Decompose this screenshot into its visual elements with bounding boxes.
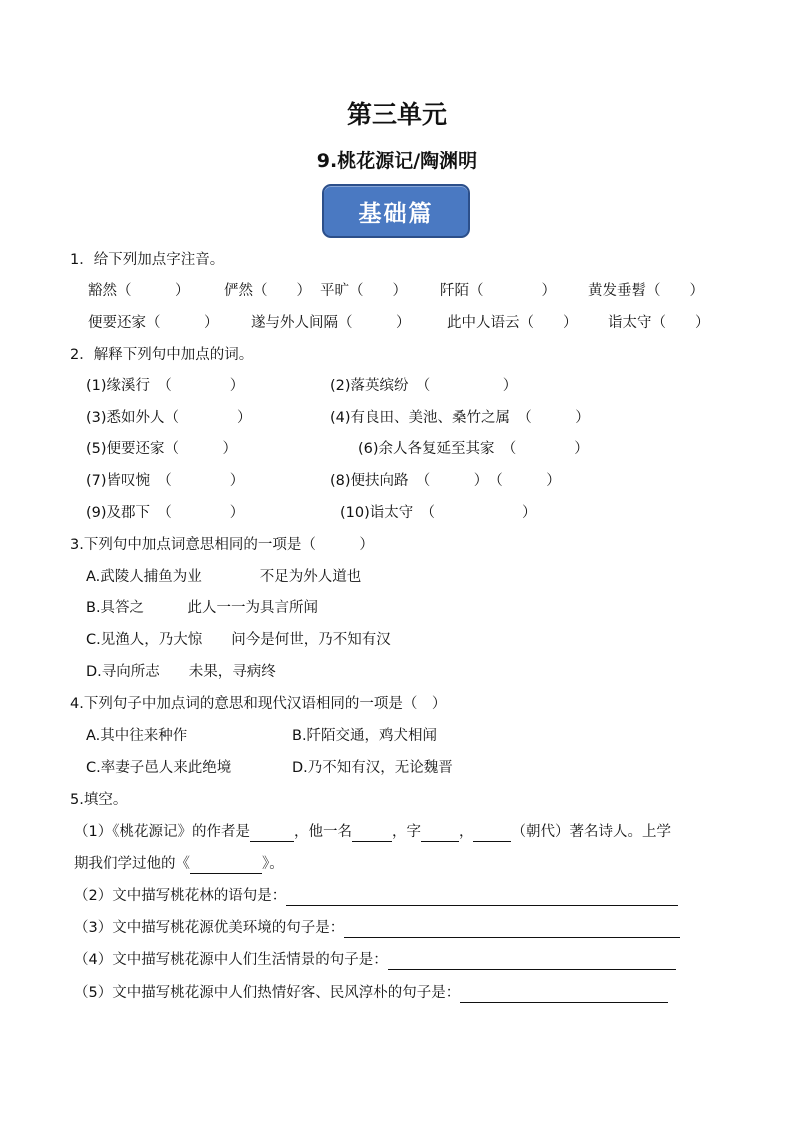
q5-text: 期我们学过他的《 [74, 856, 190, 872]
answer-blank[interactable] [352, 825, 392, 842]
q2-item: (9)及郡下 （ ） [86, 505, 245, 521]
q1-item: 便要还家（ ） [88, 315, 219, 331]
q5-text: （4）文中描写桃花源中人们生活情景的句子是： [74, 952, 388, 968]
q3-option: A.武陵人捕鱼为业 不足为外人道也 [86, 569, 362, 585]
q1-item: 豁然（ ） [88, 283, 190, 299]
q5-text: （1）《桃花源记》的作者是 [74, 824, 250, 840]
q4-option: A.其中往来种作 [86, 728, 188, 744]
section-badge: 基础篇 [322, 184, 470, 238]
q1-item: 俨然（ ） [224, 283, 311, 299]
q2-item: (6)余人各复延至其家 （ ） [358, 441, 589, 457]
q3-option: C.见渔人，乃大惊 问今是何世，乃不知有汉 [86, 632, 391, 648]
q2-item: (8)便扶向路 （ ） （ ） [330, 473, 561, 489]
q1-item: 黄发垂髫（ ） [588, 283, 704, 299]
q1-item: 此中人语云（ ） [447, 315, 578, 331]
q1-prompt: 1．给下列加点字注音。 [70, 252, 225, 268]
q4-option: C.率妻子邑人来此绝境 [86, 760, 232, 776]
q2-item: (5)便要还家（ ） [86, 441, 238, 457]
lesson-title: 9.桃花源记/陶渊明 [316, 150, 478, 172]
q5-text: ，他一名 [293, 824, 352, 840]
answer-blank[interactable] [421, 825, 459, 842]
q2-prompt: 2．解释下列句中加点的词。 [70, 347, 254, 363]
q3-option: D.寻向所志 未果，寻病终 [86, 664, 276, 680]
answer-blank[interactable] [473, 825, 511, 842]
unit-title: 第三单元 [346, 100, 447, 129]
q4-prompt: 4.下列句子中加点词的意思和现代汉语相同的一项是（ ） [70, 696, 447, 712]
answer-blank[interactable] [286, 889, 678, 906]
q5-line-1-cont [74, 854, 284, 874]
q5-prompt: 5.填空。 [70, 792, 128, 808]
q5-line-3 [74, 918, 680, 938]
answer-blank[interactable] [190, 857, 262, 874]
answer-blank[interactable] [460, 986, 668, 1003]
q1-item: 诣太守（ ） [608, 315, 710, 331]
q2-item: (2)落英缤纷 （ ） [330, 378, 518, 394]
q5-text: ，字 [391, 824, 421, 840]
q5-line-2 [74, 886, 678, 906]
q3-option: B.具答之 此人一一为具言所闻 [86, 600, 319, 616]
q2-item: (4)有良田、美池、桑竹之属 （ ） [330, 410, 590, 426]
q2-item: (3)悉如外人（ ） [86, 410, 252, 426]
q5-text: （5）文中描写桃花源中人们热情好客、民风淳朴的句子是： [74, 985, 461, 1001]
answer-blank[interactable] [344, 921, 680, 938]
q2-item: (1)缘溪行 （ ） [86, 378, 245, 394]
answer-blank[interactable] [388, 953, 676, 970]
q5-line-5 [74, 983, 668, 1003]
q5-text: （3）文中描写桃花源优美环境的句子是： [74, 920, 345, 936]
q1-item: 平旷（ ） [320, 283, 407, 299]
q4-option: B.阡陌交通，鸡犬相闻 [292, 728, 438, 744]
q1-item: 阡陌（ ） [440, 283, 556, 299]
q2-item: (10)诣太守 （ ） [340, 505, 537, 521]
q2-item: (7)皆叹惋 （ ） [86, 473, 245, 489]
answer-blank[interactable] [250, 825, 294, 842]
q5-text: ， [458, 824, 474, 840]
q5-line-1 [74, 822, 671, 842]
q3-prompt: 3.下列句中加点词意思相同的一项是（ ） [70, 537, 374, 553]
q5-text: （朝代）著名诗人。上学 [511, 824, 671, 840]
q5-text: （2）文中描写桃花林的语句是： [74, 888, 287, 904]
q5-line-4 [74, 950, 676, 970]
q1-item: 遂与外人间隔（ ） [251, 315, 411, 331]
q5-text: 》。 [262, 856, 284, 872]
q4-option: D.乃不知有汉，无论魏晋 [292, 760, 453, 776]
